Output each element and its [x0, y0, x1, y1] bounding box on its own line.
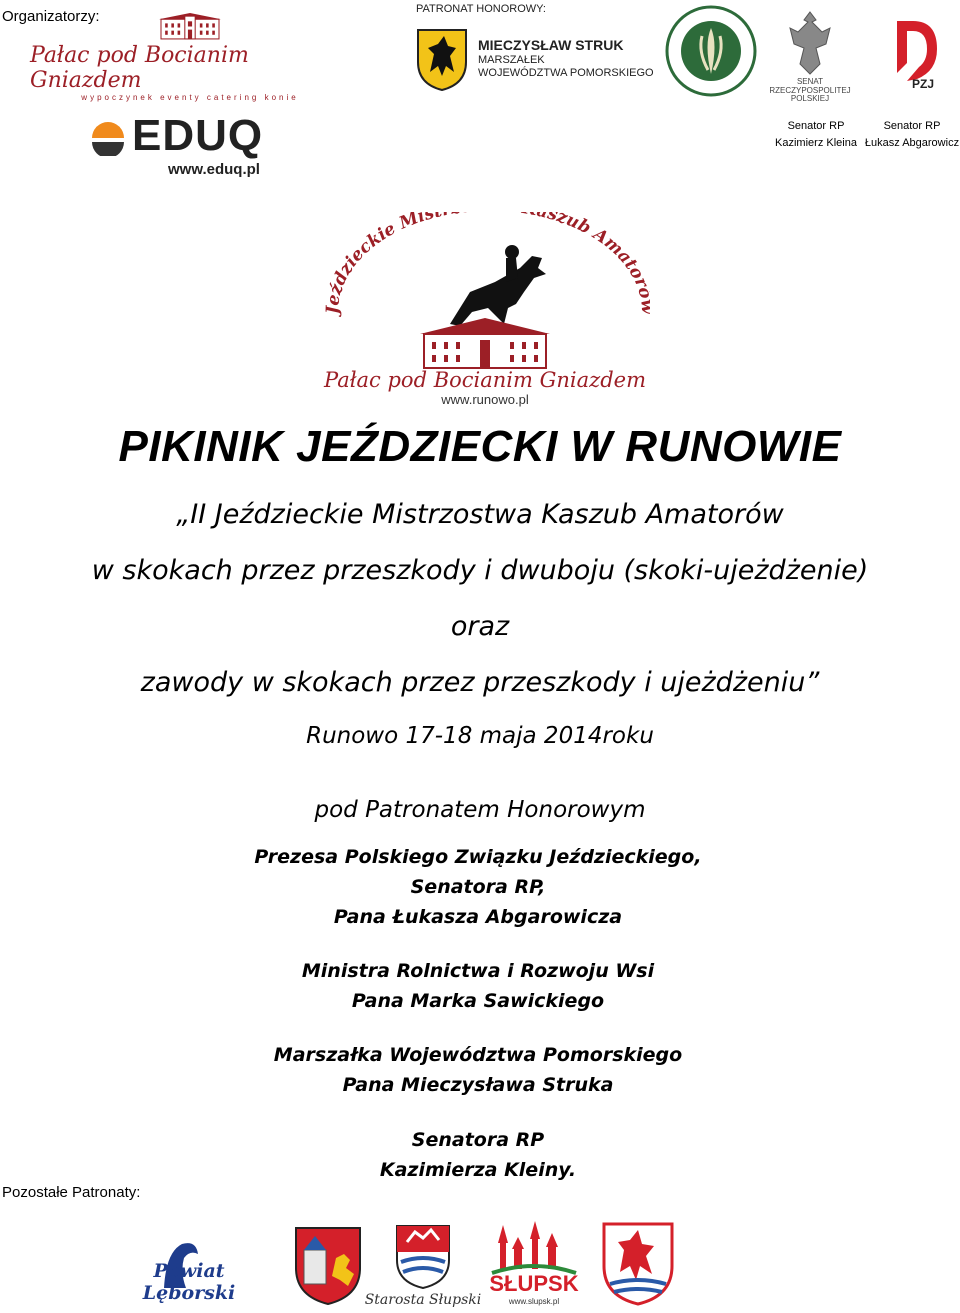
lebork-crest-icon: [292, 1224, 364, 1308]
senate-line3: POLSKIEJ: [790, 94, 830, 104]
patron-line: Marszałka Województwa Pomorskiego: [273, 1044, 683, 1066]
slupsk-city-url: www.slupsk.pl: [508, 1296, 560, 1306]
subtitle-line4: zawody w skokach przez przeszkody i ujeżdżeniu”: [140, 667, 820, 698]
pzj-text: PZJ: [911, 77, 934, 91]
slupsk-city-logo: [486, 1214, 582, 1310]
other-patronage-label: Pozostałe Patronaty:: [2, 1184, 141, 1201]
palace-logo-name: Pałac pod Bocianim Gniazdem: [30, 43, 249, 93]
pzj-logo: [878, 8, 948, 98]
slupsk-county-crest-icon: [393, 1222, 453, 1292]
marshal-title: MARSZAŁEK: [478, 54, 545, 67]
ministry-logo: [664, 4, 758, 98]
patron-line: Pana Łukasza Abgarowicza: [333, 906, 623, 928]
event-logo-url: www.runowo.pl: [441, 392, 529, 407]
organizers-label: Organizatorzy:: [2, 8, 100, 25]
griffin-crest-icon: [600, 1220, 676, 1308]
patron-line: Senatora RP,: [410, 876, 546, 898]
senator-abgarowicz-name: Łukasz Abgarowicz: [864, 136, 960, 149]
patron-line: Pana Marka Sawickiego: [351, 990, 605, 1012]
senator-kleina-title: Senator RP: [787, 120, 845, 132]
senate-eagle-icon: [786, 8, 834, 78]
eduq-logo-url: www.eduq.pl: [168, 160, 260, 178]
slupsk-skyline-icon: [486, 1219, 582, 1277]
pzj-emblem-icon: [883, 15, 943, 85]
event-logo: [320, 212, 650, 412]
page-title: PIKINIK JEŹDZIECKI W RUNOWIE: [118, 422, 842, 471]
powiat-leborski-text: Powiat Lęborski: [142, 1260, 236, 1304]
senator-abgarowicz: [864, 118, 960, 151]
eduq-logo: [88, 104, 278, 184]
patron-line: Pana Mieczysława Struka: [342, 1074, 614, 1096]
senator-kleina: [770, 118, 862, 151]
senate-line1: SENAT: [796, 76, 824, 86]
pomorskie-crest-logo: [600, 1220, 676, 1308]
patronage-intro: pod Patronatem Honorowym: [314, 797, 646, 823]
marshal-name: MIECZYSŁAW STRUK: [478, 37, 624, 54]
starosta-slupski-text: Starosta Słupski: [364, 1292, 482, 1308]
eduq-logo-name: EDUQ: [132, 110, 264, 160]
ministry-wheat-seal-icon: [664, 4, 758, 98]
starosta-slupski-logo: [364, 1218, 482, 1312]
palace-logo-tagline: wypoczynek eventy catering konie: [81, 93, 299, 102]
palace-logo: [30, 12, 350, 102]
marshal-logo: [414, 24, 654, 94]
slupsk-city-name: SŁUPSK: [489, 1270, 579, 1296]
subtitle-line1: „II Jeździeckie Mistrzostwa Kaszub Amatorów: [176, 499, 784, 530]
senate-line2: RZECZYPOSPOLITEJ: [769, 85, 851, 95]
subtitle-line2: w skokach przez przeszkody i dwuboju (skoki-ujeżdżenie): [91, 555, 869, 586]
horse-rider-icon: [450, 245, 546, 326]
patron-line: Ministra Rolnictwa i Rozwoju Wsi: [301, 960, 655, 982]
event-date: Runowo 17-18 maja 2014roku: [306, 723, 654, 749]
senate-logo: [768, 2, 852, 110]
patron-line: Prezesa Polskiego Związku Jeździeckiego,: [254, 846, 702, 868]
event-logo-name: Pałac pod Bocianim Gniazdem: [324, 368, 646, 392]
patronage-label: PATRONAT HONOROWY:: [416, 3, 546, 15]
event-logo-arc-text: Jeździeckie Mis szub Amator: [322, 212, 650, 315]
senator-kleina-name: Kazimierz Kleina: [775, 136, 857, 149]
patron-line: Senatora RP: [411, 1129, 545, 1151]
eduq-sun-icon: [88, 116, 128, 156]
lebork-crest-logo: [292, 1224, 364, 1308]
powiat-leborski-logo: [104, 1232, 274, 1304]
pomorskie-griffin-crest-icon: [414, 26, 470, 92]
patron-line: Kazimierza Kleiny.: [379, 1159, 577, 1181]
senator-abgarowicz-title: Senator RP: [883, 120, 941, 132]
palace-building-icon: [120, 12, 260, 41]
marshal-region: WOJEWÓDZTWA POMORSKIEGO: [478, 67, 654, 80]
subtitle-line3: oraz: [450, 611, 510, 642]
